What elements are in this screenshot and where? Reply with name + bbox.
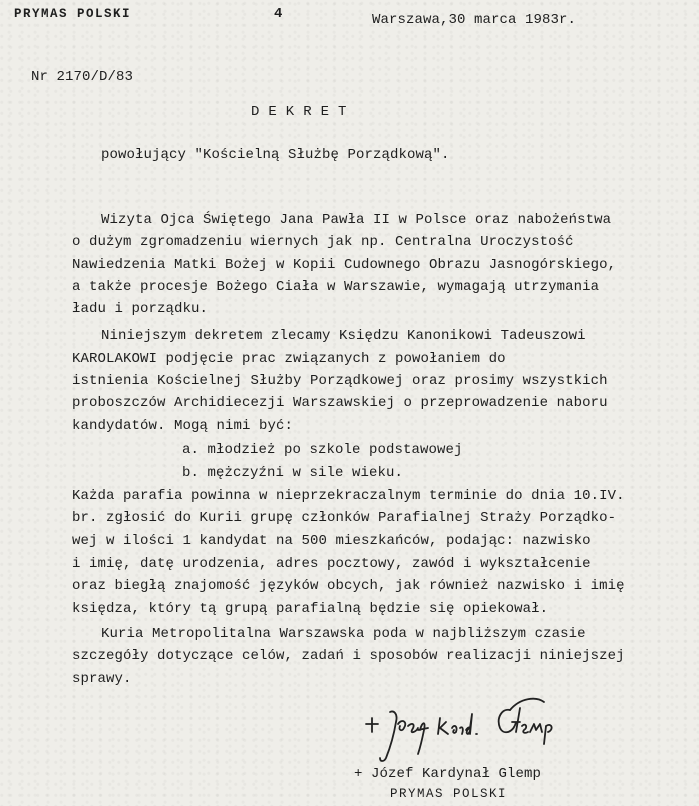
paragraph1-line: o dużym zgromadzeniu wiernych jak np. Centralna Uroczystość (72, 234, 574, 250)
handwritten-signature (360, 688, 590, 768)
document-subtitle: powołujący "Kościelną Służbę Porządkową". (101, 147, 450, 163)
paragraph2-line: KAROLAKOWI podjęcie prac związanych z powołaniem do (72, 351, 506, 367)
paragraph2-line: kandydatów. Mogą nimi być: (72, 418, 294, 434)
list-item: b. mężczyźni w sile wieku. (182, 465, 404, 481)
signatory-title: PRYMAS POLSKI (390, 787, 508, 801)
paragraph1-line: a także procesje Bożego Ciała w Warszawie, wymagają utrzymania (72, 279, 600, 295)
page-number: 4 (274, 6, 283, 22)
paragraph1-line: Nawiedzenia Matki Bożej w Kopii Cudownego Obrazu Jasnogórskiego, (72, 257, 617, 273)
paragraph1-line: ładu i porządku. (72, 301, 209, 317)
paragraph2-line: Niniejszym dekretem zlecamy Księdzu Kanonikowi Tadeuszowi (101, 328, 586, 344)
paragraph4-line: Kuria Metropolitalna Warszawska poda w najbliższym czasie (101, 626, 586, 642)
paragraph4-line: szczegóły dotyczące celów, zadań i sposobów realizacji niniejszej (72, 648, 625, 664)
reference-number: Nr 2170/D/83 (31, 69, 134, 85)
list-item: a. młodzież po szkole podstawowej (182, 442, 463, 458)
paragraph4-line: sprawy. (72, 671, 132, 687)
place-date: Warszawa,30 marca 1983r. (372, 12, 577, 28)
paragraph3-line: wej w ilości 1 kandydat na 500 mieszkańców, podając: nazwisko (72, 533, 591, 549)
paragraph3-line: i imię, datę urodzenia, adres pocztowy, zawód i wykształcenie (72, 556, 591, 572)
paragraph3-line: br. zgłosić do Kurii grupę członków Parafialnej Straży Porządko- (72, 510, 617, 526)
signatory-name: + Józef Kardynał Glemp (354, 766, 542, 782)
letterhead: PRYMAS POLSKI (14, 7, 132, 21)
paragraph1-line: Wizyta Ojca Świętego Jana Pawła II w Polsce oraz nabożeństwa (101, 212, 612, 228)
paragraph3-line: księdza, który tą grupą parafialną będzie się opiekował. (72, 601, 549, 617)
paragraph2-line: istnienia Kościelnej Służby Porządkowej oraz prosimy wszystkich (72, 373, 608, 389)
paragraph3-line: Każda parafia powinna w nieprzekraczalnym terminie do dnia 10.IV. (72, 488, 625, 504)
document-title: DEKRET (251, 104, 356, 120)
paragraph3-line: oraz biegłą znajomość języków obcych, jak również nazwisko i imię (72, 578, 625, 594)
paragraph2-line: proboszczów Archidiecezji Warszawskiej o przeprowadzenie naboru (72, 395, 608, 411)
